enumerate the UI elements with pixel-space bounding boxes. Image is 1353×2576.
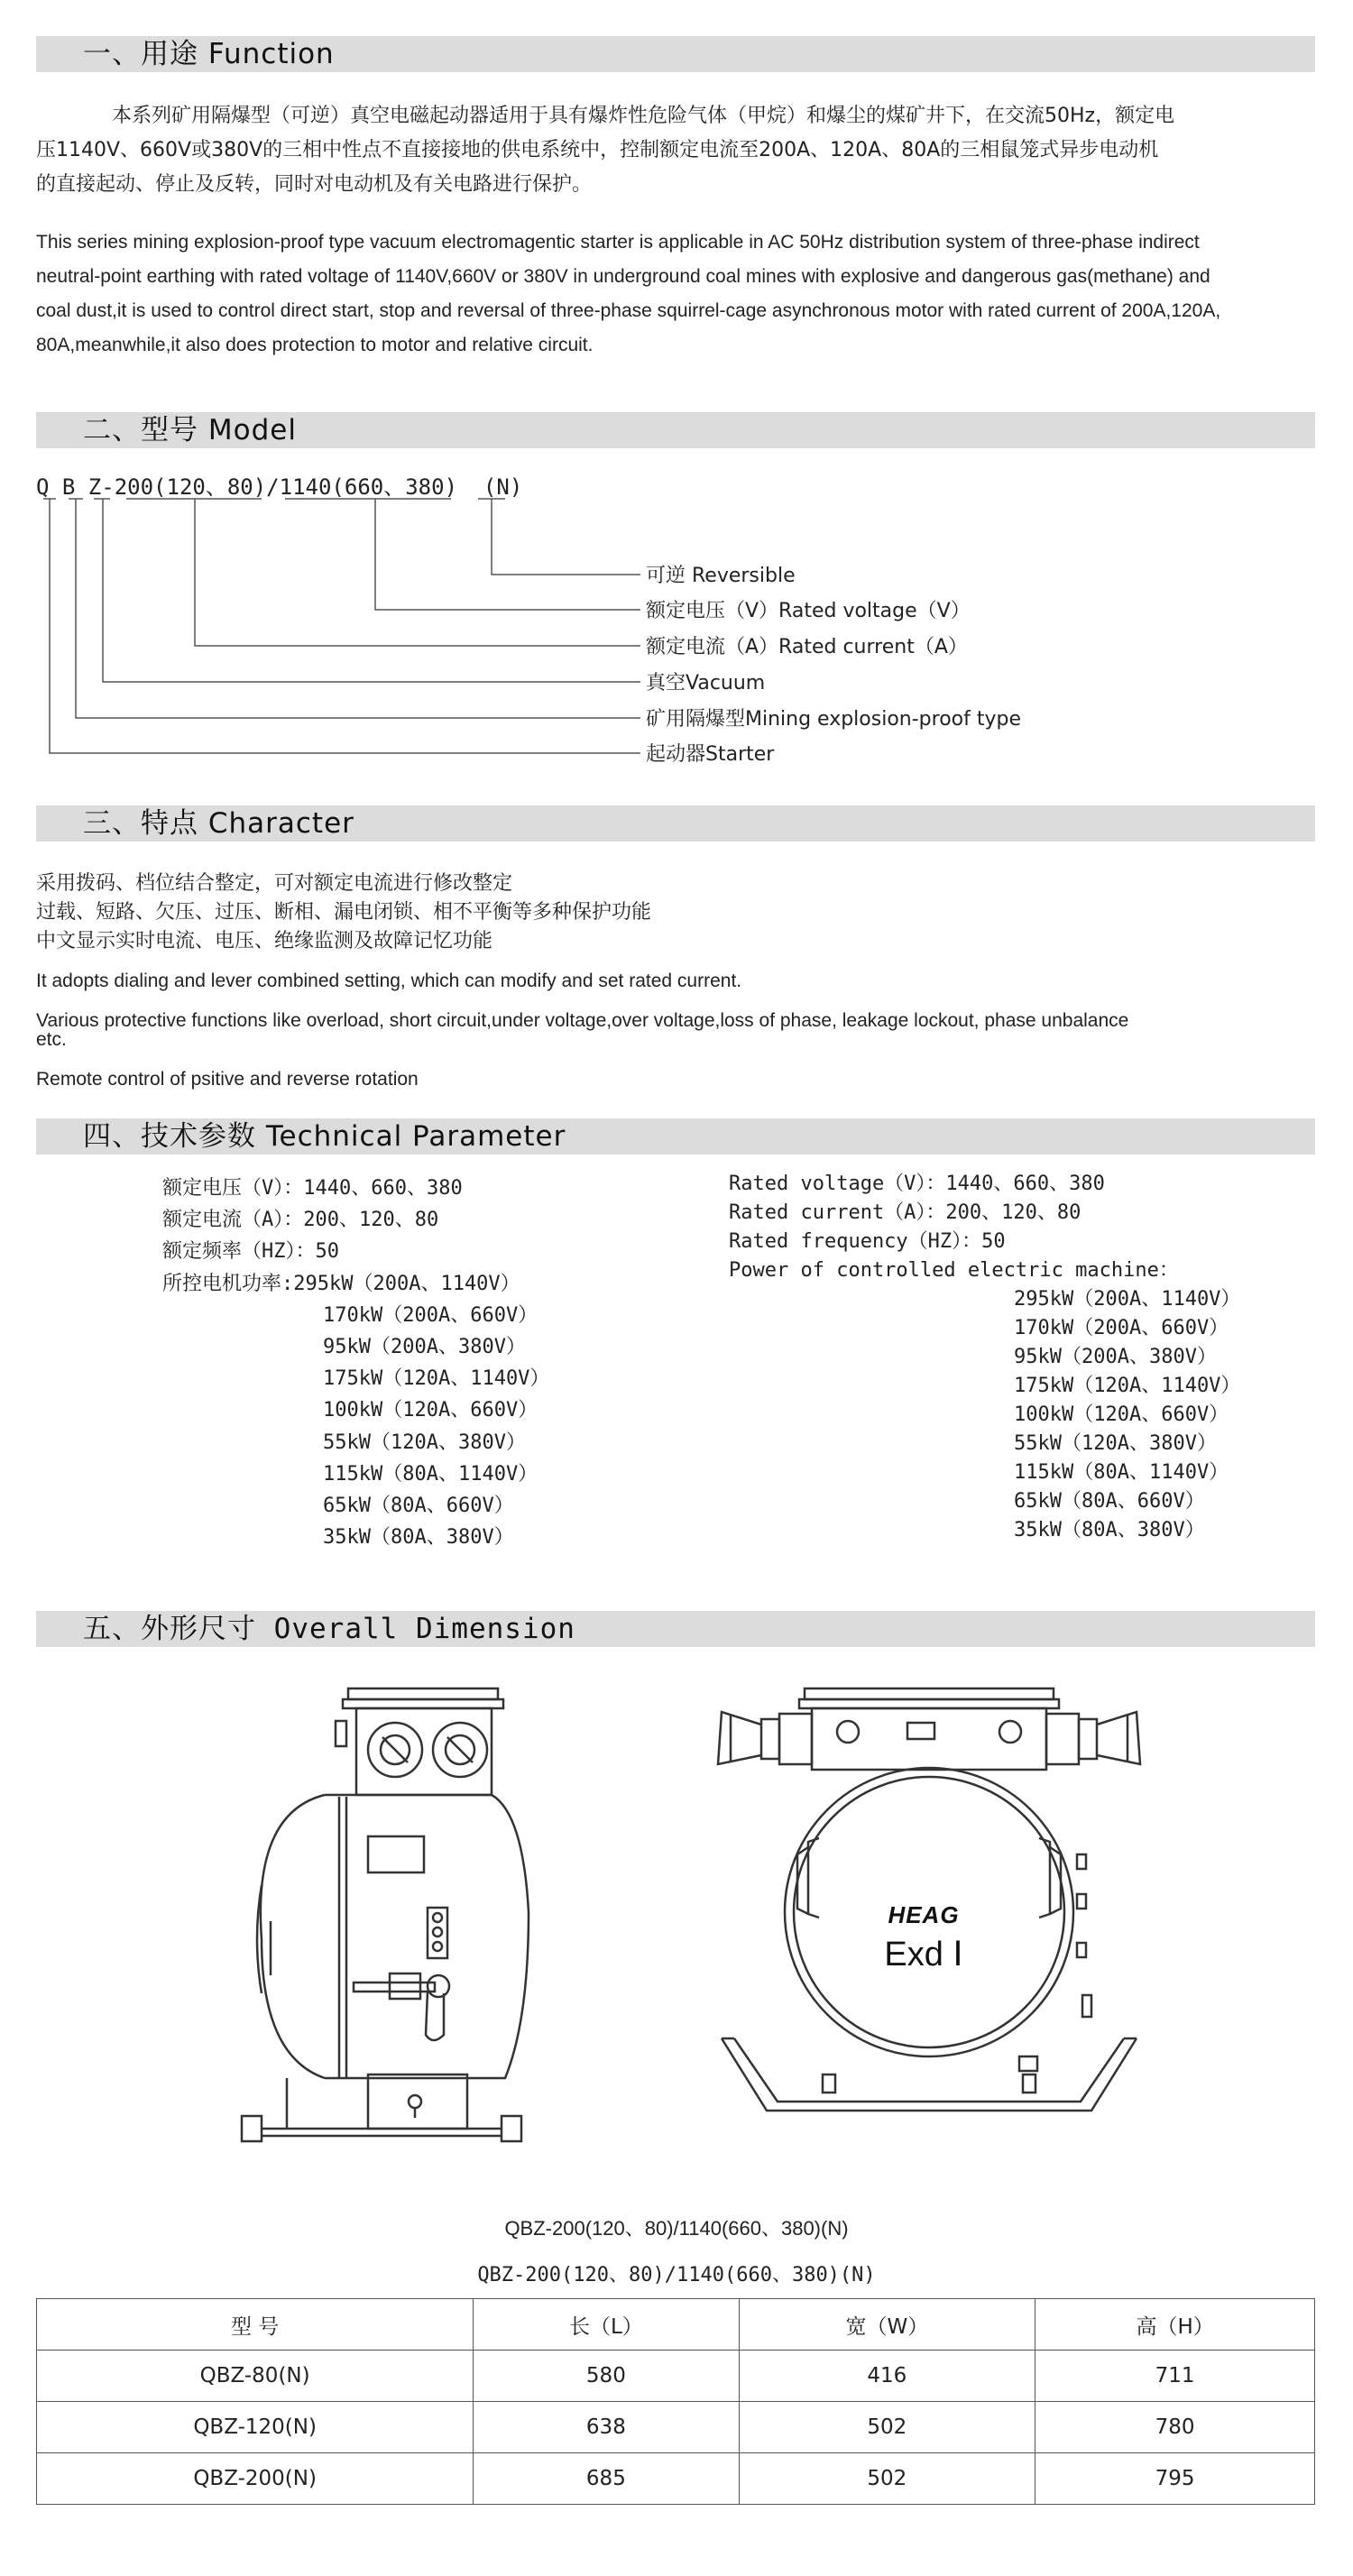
- tech-cn-power: 所控电机功率:295kW（200A、1140V）: [162, 1273, 520, 1295]
- tech-cn-power-row: 115kW（80A、1140V）: [323, 1463, 538, 1486]
- tech-en-power-row: 170kW（200A、660V）: [1014, 1317, 1229, 1339]
- tech-en-power-row: 65kW（80A、660V）: [1014, 1490, 1205, 1513]
- section-header-character: 三、特点 Character: [36, 805, 1315, 842]
- tech-cn-power-row: 100kW（120A、660V）: [323, 1399, 538, 1421]
- character-cn-2: 过载、短路、欠压、过压、断相、漏电闭锁、相不平衡等多种保护功能: [36, 901, 652, 924]
- tech-en-power-row: 175kW（120A、1140V）: [1014, 1375, 1241, 1397]
- tech-cn-power-row: 55kW（120A、380V）: [323, 1431, 526, 1454]
- table-header-row: [37, 2299, 1315, 2351]
- tech-cn-power-row: 65kW（80A、660V）: [323, 1495, 514, 1517]
- cell-length: 685: [474, 2453, 739, 2505]
- figure-caption-1: QBZ-200(120、80)/1140(660、380)(N): [504, 2217, 849, 2240]
- tech-cn-power-row: 95kW（200A、380V）: [323, 1336, 526, 1358]
- tech-en-power-row: 115kW（80A、1140V）: [1014, 1461, 1229, 1484]
- model-label-reversible: 可逆 Reversible: [646, 565, 796, 587]
- cell-height: 780: [1035, 2402, 1315, 2453]
- side-view-drawing: [235, 1678, 613, 2147]
- tech-cn-power-row: 175kW（120A、1140V）: [323, 1367, 550, 1390]
- section-header-technical: 四、技术参数 Technical Parameter: [36, 1118, 1315, 1155]
- cell-height: 795: [1035, 2453, 1315, 2505]
- character-cn-1: 采用拨码、档位结合整定，可对额定电流进行修改整定: [36, 872, 513, 895]
- section-header-function: 一、用途 Function: [36, 36, 1315, 72]
- function-cn-line2: 压1140V、660V或380V的三相中性点不直接接地的供电系统中，控制额定电流至200A、120A、80A的三相鼠笼式异步电动机: [36, 139, 1159, 161]
- figure-caption-2: QBZ-200(120、80)/1140(660、380)(N): [477, 2264, 876, 2286]
- character-en-1: It adopts dialing and lever combined setting, which can modify and set rated current.: [36, 971, 742, 991]
- ex-mark: Exd Ⅰ: [884, 1936, 963, 1973]
- brand-logo: HEAG: [888, 1901, 960, 1928]
- col-header-height: 高（H）: [1035, 2299, 1315, 2351]
- character-en-2b: etc.: [36, 1029, 67, 1050]
- tech-en-voltage: Rated voltage（V）：1440、660、380: [729, 1173, 1105, 1195]
- tech-cn-power-row: 170kW（200A、660V）: [323, 1304, 538, 1327]
- character-en-2: Various protective functions like overload, short circuit,under voltage,over voltage,loss of phase, leakage lockout, phase unbalance: [36, 1010, 1129, 1031]
- section-header-model: 二、型号 Model: [36, 412, 1315, 448]
- cell-model: QBZ-120(N): [37, 2402, 474, 2453]
- table-row: [37, 2351, 1315, 2402]
- tech-cn-frequency: 额定频率（HZ）：50: [162, 1240, 339, 1263]
- cell-width: 502: [739, 2453, 1035, 2505]
- model-label-vacuum: 真空Vacuum: [646, 672, 766, 695]
- table-row: [37, 2402, 1315, 2453]
- function-cn-line1: 本系列矿用隔爆型（可逆）真空电磁起动器适用于具有爆炸性危险气体（甲烷）和爆尘的煤矿井下，在交流50Hz，额定电: [112, 105, 1175, 127]
- section-header-dimension: 五、外形尺寸 Overall Dimension: [36, 1611, 1315, 1647]
- tech-en-power-row: 95kW（200A、380V）: [1014, 1346, 1217, 1368]
- cell-width: 416: [739, 2351, 1035, 2402]
- function-en-line1: This series mining explosion-proof type vacuum electromagentic starter is applicable in AC 50Hz distribution system of three-phase indirect: [36, 232, 1200, 253]
- cell-length: 580: [474, 2351, 739, 2402]
- model-code: Q B Z-200(120、80)/1140(660、380) (N): [36, 474, 523, 500]
- function-en-line4: 80A,meanwhile,it also does protection to motor and relative circuit.: [36, 335, 594, 355]
- tech-en-power-row: 295kW（200A、1140V）: [1014, 1288, 1241, 1311]
- model-label-current: 额定电流（A）Rated current（A）: [646, 636, 968, 658]
- model-label-starter: 起动器Starter: [646, 743, 775, 766]
- tech-cn-voltage: 额定电压（V）：1440、660、380: [162, 1177, 463, 1200]
- model-label-voltage: 额定电压（V）Rated voltage（V）: [646, 600, 971, 622]
- character-en-3: Remote control of psitive and reverse rotation: [36, 1069, 419, 1090]
- table-row: [37, 2453, 1315, 2505]
- character-cn-3: 中文显示实时电流、电压、绝缘监测及故障记忆功能: [36, 930, 493, 952]
- function-en-line3: coal dust,it is used to control direct start, stop and reversal of three-phase squirrel-cage asynchronous motor with rated current of 200A,120A,: [36, 300, 1221, 321]
- col-header-width: 宽（W）: [739, 2299, 1035, 2351]
- tech-en-power-row: 100kW（120A、660V）: [1014, 1403, 1229, 1426]
- tech-en-power-row: 35kW（80A、380V）: [1014, 1519, 1205, 1541]
- col-header-length: 长（L）: [474, 2299, 739, 2351]
- tech-cn-current: 额定电流（A）：200、120、80: [162, 1209, 439, 1231]
- cell-width: 502: [739, 2402, 1035, 2453]
- tech-en-power: Power of controlled electric machine：: [729, 1259, 1179, 1282]
- model-label-explosion-proof: 矿用隔爆型Mining explosion-proof type: [646, 708, 1022, 731]
- function-cn-line3: 的直接起动、停止及反转，同时对电动机及有关电路进行保护。: [36, 173, 593, 196]
- dimension-table: [36, 2298, 1315, 2505]
- cell-length: 638: [474, 2402, 739, 2453]
- tech-en-frequency: Rated frequency（HZ）：50: [729, 1230, 1006, 1253]
- col-header-model: 型 号: [37, 2299, 474, 2351]
- function-en-line2: neutral-point earthing with rated voltage of 1140V,660V or 380V in underground coal mines with explosive and dangerous gas(methane) and: [36, 266, 1210, 287]
- tech-cn-power-row: 35kW（80A、380V）: [323, 1526, 514, 1549]
- cell-height: 711: [1035, 2351, 1315, 2402]
- cell-model: QBZ-200(N): [37, 2453, 474, 2505]
- cell-model: QBZ-80(N): [37, 2351, 474, 2402]
- tech-en-current: Rated current（A）：200、120、80: [729, 1201, 1081, 1224]
- tech-en-power-row: 55kW（120A、380V）: [1014, 1432, 1217, 1455]
